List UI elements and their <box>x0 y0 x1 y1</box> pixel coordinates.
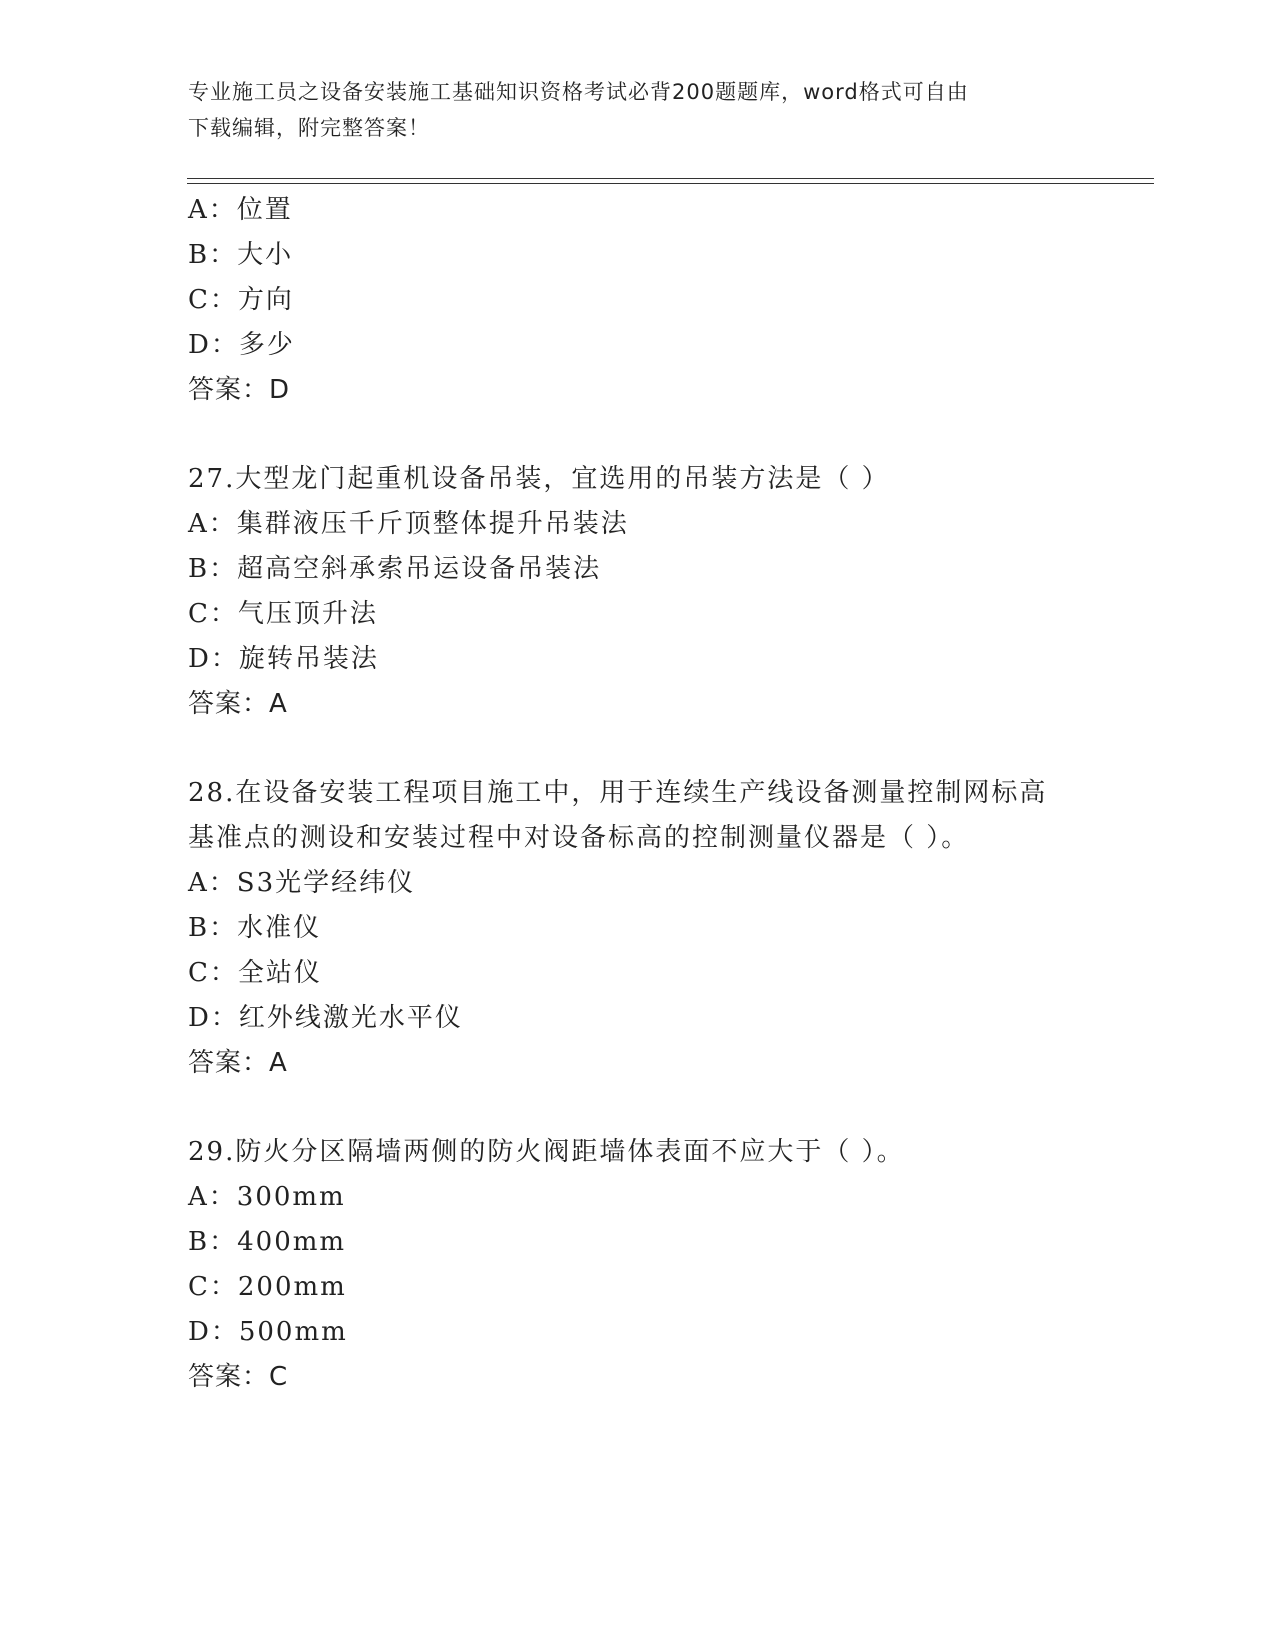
q27-question: 27.大型龙门起重机设备吊装，宜选用的吊装方法是（ ） <box>188 464 890 494</box>
q29-option-b: B：400mm <box>188 1227 347 1257</box>
q28-question-line-1: 28.在设备安装工程项目施工中，用于连续生产线设备测量控制网标高 <box>188 778 1048 808</box>
document-header <box>188 74 1068 146</box>
q29-option-d: D：500mm <box>188 1317 348 1347</box>
q29-answer: 答案：C <box>188 1362 289 1392</box>
header-line-1: 专业施工员之设备安装施工基础知识资格考试必背200题题库，word格式可自由 <box>188 80 969 104</box>
header-line-2: 下载编辑，附完整答案！ <box>188 116 430 140</box>
header-divider-bottom <box>187 183 1154 184</box>
q26-option-c: C：方向 <box>188 285 294 315</box>
q26-option-a: A：位置 <box>188 195 293 225</box>
q27-option-b: B：超高空斜承索吊运设备吊装法 <box>188 554 602 584</box>
q26-answer: 答案：D <box>188 375 291 405</box>
q26-option-b: B：大小 <box>188 240 294 270</box>
q28-option-c: C：全站仪 <box>188 958 322 988</box>
q27-answer: 答案：A <box>188 689 288 719</box>
q29-question: 29.防火分区隔墙两侧的防火阀距墙体表面不应大于（ ）。 <box>188 1137 905 1167</box>
q28-option-a: A：S3光学经纬仪 <box>188 868 416 898</box>
q27-option-c: C：气压顶升法 <box>188 599 378 629</box>
header-divider-top <box>187 178 1154 179</box>
q28-question-line-2: 基准点的测设和安装过程中对设备标高的控制测量仪器是（ ）。 <box>188 823 970 853</box>
q27-option-d: D：旋转吊装法 <box>188 644 379 674</box>
q29-option-c: C：200mm <box>188 1272 347 1302</box>
q26-option-d: D：多少 <box>188 330 295 360</box>
q29-option-a: A：300mm <box>188 1182 346 1212</box>
q27-option-a: A：集群液压千斤顶整体提升吊装法 <box>188 509 629 539</box>
q28-option-d: D：红外线激光水平仪 <box>188 1003 463 1033</box>
q28-answer: 答案：A <box>188 1048 288 1078</box>
q28-option-b: B：水准仪 <box>188 913 322 943</box>
